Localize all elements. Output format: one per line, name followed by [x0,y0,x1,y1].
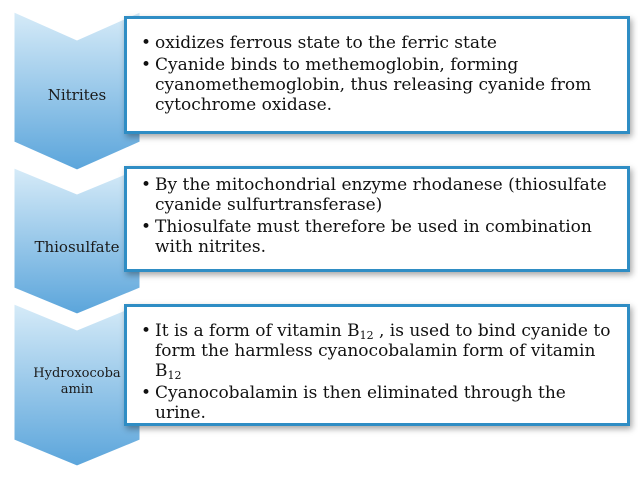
bullet-list [141,321,613,423]
chevron-label: Nitrites [47,86,107,104]
list-item: • oxidizes ferrous state to the ferric state [141,33,497,53]
content-box-nitrites [124,16,630,134]
bullet-list [141,33,613,115]
chevron-hydroxocobalamin [14,304,140,466]
list-item: • Thiosulfate must therefore be used in combination with nitrites. [141,217,592,257]
list-item: • By the mitochondrial enzyme rhodanese (thiosulfate cyanide sulfurtransferase) [141,175,607,215]
chevron-nitrites [14,12,140,170]
content-box-thiosulfate [124,166,630,272]
content-box-hydroxocobalamin [124,304,630,426]
list-item: • Cyanide binds to methemoglobin, forming cyanomethemoglobin, thus releasing cyanide from cytochrome oxidase. [141,55,592,115]
chevron-label: Hydroxocoba amin [33,366,121,397]
chevron-thiosulfate [14,168,140,314]
bullet-list [141,175,613,257]
chevron-label: Thiosulfate [34,238,120,256]
list-item: • Cyanocobalamin is then eliminated through the urine. [141,383,566,423]
list-item: • It is a form of vitamin $B_{12}$ , is used to bind cyanide to form the harmless cyanocobalamin form of vitamin $B_{12}$ [141,321,611,382]
